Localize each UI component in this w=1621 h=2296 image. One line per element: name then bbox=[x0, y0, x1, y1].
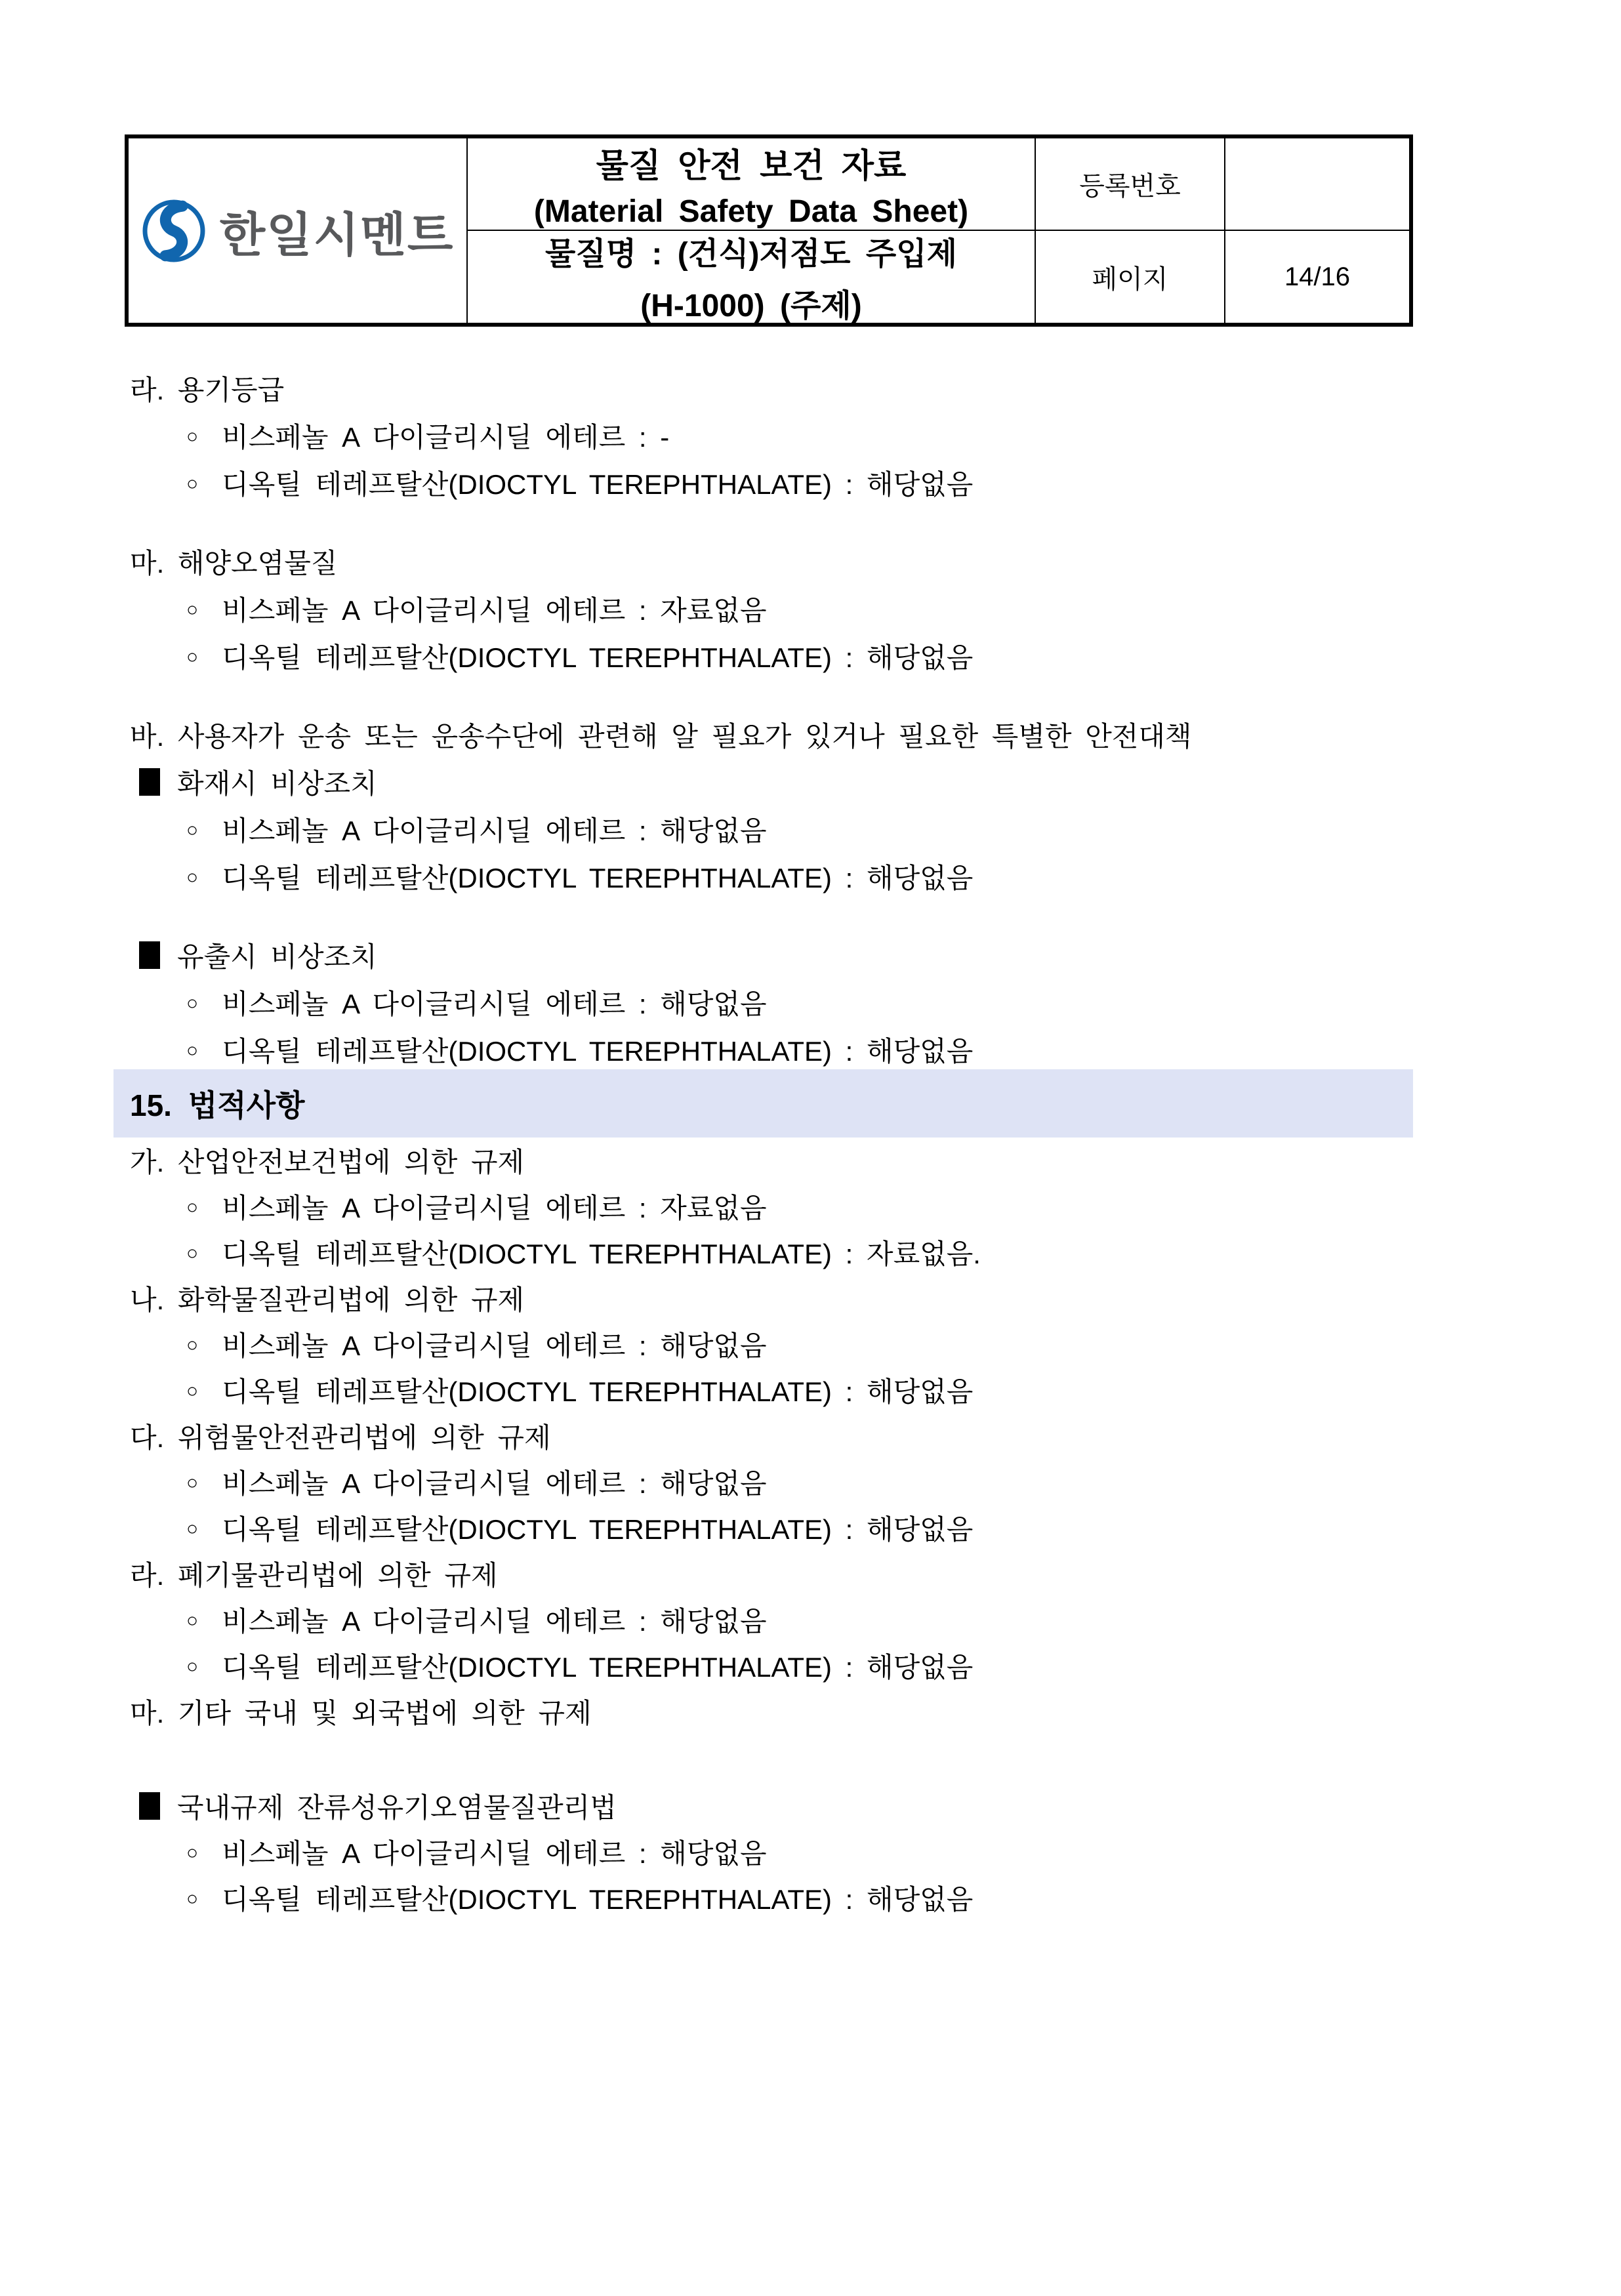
list-item bbox=[0, 1026, 1621, 1073]
list-item bbox=[0, 979, 1621, 1026]
list-item-text: 비스페놀 A 다이글리시딜 에테르 : 해당없음 bbox=[222, 989, 767, 1019]
list-item-text: 디옥틸 테레프탈산(DIOCTYL TEREPHTHALATE) : 해당없음 bbox=[222, 1652, 974, 1683]
list-item bbox=[0, 412, 1621, 459]
sub-heading bbox=[0, 1783, 1621, 1829]
list-item bbox=[0, 1505, 1621, 1551]
circle-bullet-icon: ○ bbox=[186, 473, 199, 495]
section-heading: 라. 폐기물관리법에 의한 규제 bbox=[130, 1560, 498, 1591]
list-item bbox=[0, 459, 1621, 506]
list-item bbox=[0, 585, 1621, 632]
square-bullet-icon bbox=[139, 941, 160, 969]
list-item-text: 비스페놀 A 다이글리시딜 에테르 : 자료없음 bbox=[222, 1193, 767, 1223]
circle-bullet-icon: ○ bbox=[186, 1842, 199, 1864]
list-item-text: 디옥틸 테레프탈산(DIOCTYL TEREPHTHALATE) : 해당없음 bbox=[222, 642, 974, 673]
list-item-text: 디옥틸 테레프탈산(DIOCTYL TEREPHTHALATE) : 자료없음. bbox=[222, 1239, 981, 1269]
list-item bbox=[0, 1229, 1621, 1275]
circle-bullet-icon: ○ bbox=[186, 646, 199, 668]
company-logo bbox=[129, 138, 468, 323]
page-label: 페이지 bbox=[1036, 231, 1225, 323]
square-bullet-icon bbox=[139, 768, 160, 796]
square-bullet-icon bbox=[139, 1792, 160, 1820]
circle-bullet-icon: ○ bbox=[186, 426, 199, 447]
list-item-text: 디옥틸 테레프탈산(DIOCTYL TEREPHTHALATE) : 해당없음 bbox=[222, 1036, 974, 1067]
list-item-text: 비스페놀 A 다이글리시딜 에테르 : - bbox=[222, 422, 670, 453]
circle-bullet-icon: ○ bbox=[186, 1472, 199, 1494]
section-15-banner: 15. 법적사항 bbox=[113, 1069, 1413, 1138]
sub-heading-text: 국내규제 잔류성유기오염물질관리법 bbox=[177, 1792, 617, 1823]
list-item bbox=[0, 1183, 1621, 1229]
list-item bbox=[0, 1875, 1621, 1921]
list-item bbox=[0, 1597, 1621, 1643]
circle-bullet-icon: ○ bbox=[186, 1610, 199, 1631]
circle-bullet-icon: ○ bbox=[186, 1518, 199, 1540]
sub-heading-text: 화재시 비상조치 bbox=[177, 768, 377, 799]
circle-bullet-icon: ○ bbox=[186, 1242, 199, 1264]
list-item-text: 비스페놀 A 다이글리시딜 에테르 : 해당없음 bbox=[222, 1330, 767, 1361]
sub-heading bbox=[0, 932, 1621, 979]
circle-bullet-icon: ○ bbox=[186, 1888, 199, 1910]
section-heading: 바. 사용자가 운송 또는 운송수단에 관련해 알 필요가 있거나 필요한 특별한 안전대책 bbox=[130, 721, 1192, 752]
list-item-text: 디옥틸 테레프탈산(DIOCTYL TEREPHTHALATE) : 해당없음 bbox=[222, 863, 974, 893]
section-heading: 다. 위험물안전관리법에 의한 규제 bbox=[130, 1422, 551, 1453]
list-item-text: 비스페놀 A 다이글리시딜 에테르 : 해당없음 bbox=[222, 1606, 767, 1637]
page-number-value: 14/16 bbox=[1284, 262, 1351, 291]
section-heading: 나. 화학물질관리법에 의한 규제 bbox=[130, 1284, 525, 1315]
section-heading: 라. 용기등급 bbox=[130, 375, 285, 405]
list-item-text: 비스페놀 A 다이글리시딜 에테르 : 해당없음 bbox=[222, 1468, 767, 1499]
substance-name-cell bbox=[468, 231, 1036, 323]
circle-bullet-icon: ○ bbox=[186, 819, 199, 841]
substance-name-line1: 물질명 : (건식)저점도 주입제 bbox=[544, 237, 957, 272]
list-item bbox=[0, 1643, 1621, 1689]
circle-bullet-icon: ○ bbox=[186, 1197, 199, 1218]
list-item-text: 비스페놀 A 다이글리시딜 에테르 : 해당없음 bbox=[222, 815, 767, 846]
list-item-text: 디옥틸 테레프탈산(DIOCTYL TEREPHTHALATE) : 해당없음 bbox=[222, 1376, 974, 1407]
circle-bullet-icon: ○ bbox=[186, 1380, 199, 1402]
sub-heading bbox=[0, 758, 1621, 806]
list-item-text: 비스페놀 A 다이글리시딜 에테르 : 자료없음 bbox=[222, 595, 767, 626]
section-heading: 마. 해양오염물질 bbox=[130, 548, 338, 579]
list-item bbox=[0, 1459, 1621, 1505]
registration-number-value bbox=[1225, 138, 1409, 231]
document-body bbox=[0, 365, 1621, 1921]
list-item bbox=[0, 632, 1621, 680]
document-title-korean: 물질 안전 보건 자료 bbox=[596, 147, 907, 184]
circle-bullet-icon: ○ bbox=[186, 1334, 199, 1356]
document-title-english: (Material Safety Data Sheet) bbox=[533, 194, 969, 229]
list-item bbox=[0, 1829, 1621, 1875]
company-logo-text: 한일시멘트 bbox=[219, 209, 455, 262]
circle-bullet-icon: ○ bbox=[186, 1040, 199, 1061]
list-item-text: 비스페놀 A 다이글리시딜 에테르 : 해당없음 bbox=[222, 1838, 767, 1869]
registration-number-label: 등록번호 bbox=[1036, 138, 1225, 231]
hanil-logo-mark-icon bbox=[141, 198, 207, 264]
list-item bbox=[0, 1321, 1621, 1367]
circle-bullet-icon: ○ bbox=[186, 1656, 199, 1677]
list-item bbox=[0, 853, 1621, 900]
circle-bullet-icon: ○ bbox=[186, 599, 199, 621]
list-item bbox=[0, 1367, 1621, 1413]
list-item-text: 디옥틸 테레프탈산(DIOCTYL TEREPHTHALATE) : 해당없음 bbox=[222, 1514, 974, 1545]
section-heading: 마. 기타 국내 및 외국법에 의한 규제 bbox=[130, 1698, 592, 1729]
header-table bbox=[125, 134, 1413, 327]
document-title-cell bbox=[468, 138, 1036, 231]
substance-name-line2: (H-1000) (주제) bbox=[640, 289, 862, 323]
section-heading: 가. 산업안전보건법에 의한 규제 bbox=[130, 1147, 525, 1178]
list-item-text: 디옥틸 테레프탈산(DIOCTYL TEREPHTHALATE) : 해당없음 bbox=[222, 469, 974, 500]
list-item bbox=[0, 806, 1621, 853]
sub-heading-text: 유출시 비상조치 bbox=[177, 941, 377, 972]
list-item-text: 디옥틸 테레프탈산(DIOCTYL TEREPHTHALATE) : 해당없음 bbox=[222, 1884, 974, 1915]
circle-bullet-icon: ○ bbox=[186, 993, 199, 1014]
circle-bullet-icon: ○ bbox=[186, 867, 199, 888]
